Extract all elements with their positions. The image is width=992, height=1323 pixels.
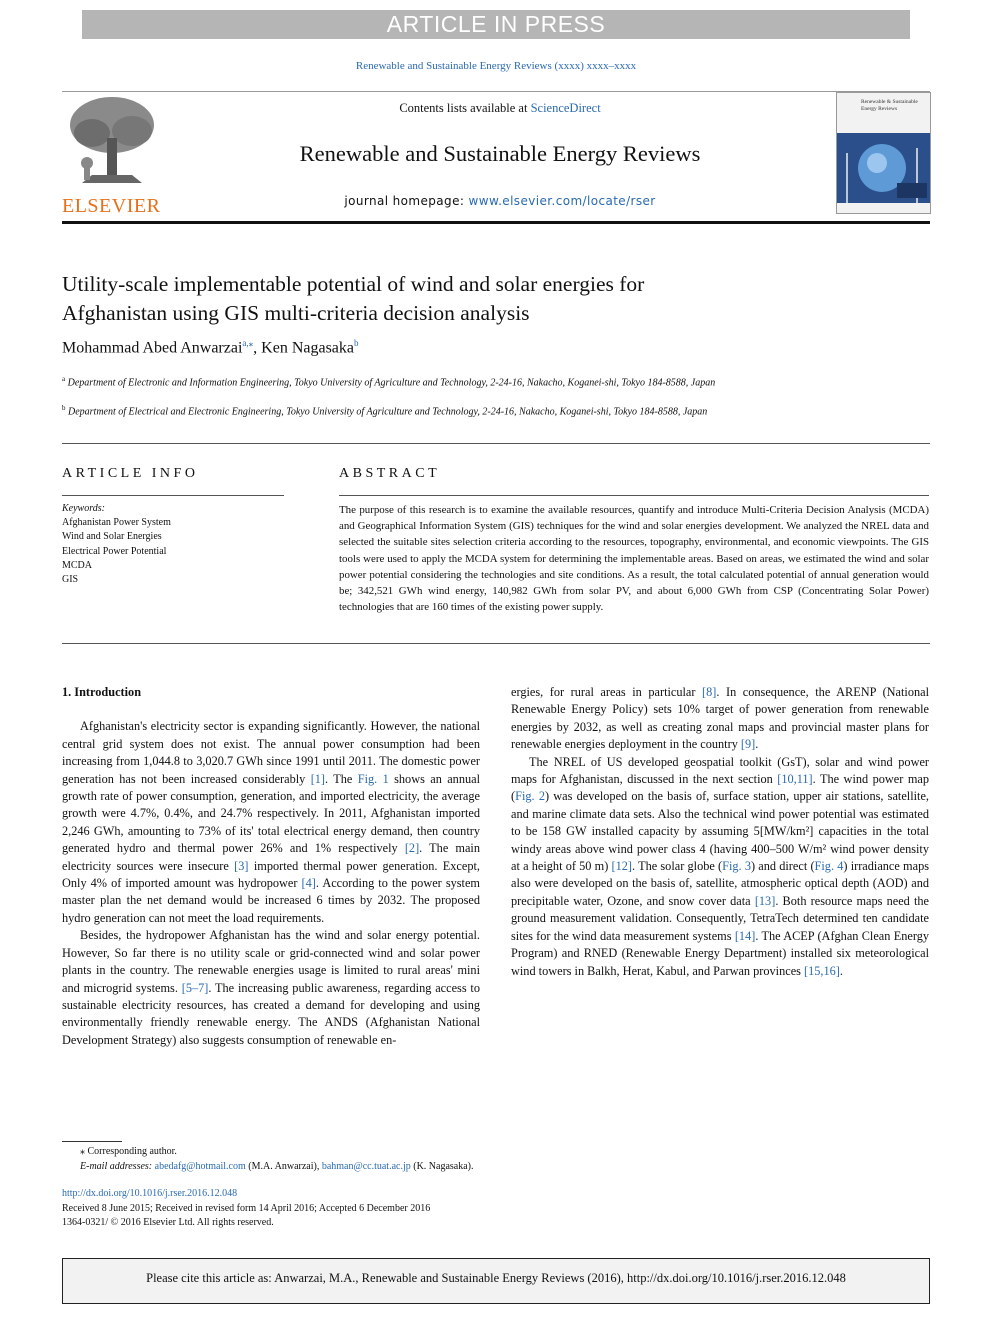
cover-image-icon xyxy=(837,133,930,214)
email-link[interactable]: abedafg@hotmail.com xyxy=(154,1161,246,1172)
email-link[interactable]: bahman@cc.tuat.ac.jp xyxy=(321,1161,411,1172)
tree-logo-icon xyxy=(62,93,162,188)
header-top-rule xyxy=(62,91,930,92)
copyright-line: 1364-0321/ © 2016 Elsevier Ltd. All rights reserved. xyxy=(62,1217,274,1228)
paragraph: Afghanistan's electricity sector is expanding significantly. However, the national central grid system does not exist. The annual power consumption had been increasing from 1,044.8 to 3,020.7 GWh since 1991 until 2011. The domestic power generation has not been increased considerably [1]. The Fig. 1 shows an annual growth rate of power consumption, generation, and imported electricity, the average growth were 4.7%, 0.4%, and 24.7% respectively. In 2011, Afghanistan imported 2,246 GWh, amounting to 73% of its' total electrical energy demand, then country generated hydro and thermal power 26% and 1% respectively [2]. The main electricity sources were insecure [3] imported thermal power generation. Except, Only 4% of imported amount was hydropower [4]. According to the power system master plan the net demand would be increased 6 times by 2032. The proposed hydro generation can not meet the load requirements. xyxy=(62,719,480,925)
abstract-rule xyxy=(339,495,929,496)
reference-link[interactable]: [4] xyxy=(301,876,316,891)
body-left-column xyxy=(62,684,480,1049)
paragraph: ergies, for rural areas in particular [8]. In consequence, the ARENP (National Renewable Energy Policy) sets 10% target of power generation from renewable energies by 2032, as well as creating zonal maps and provincial master plans for renewable energies deployment in the country [9]. xyxy=(511,685,930,752)
figure-link[interactable]: Fig. 2 xyxy=(515,789,545,804)
elsevier-logo xyxy=(62,93,162,217)
author-2[interactable]: Ken Nagasaka xyxy=(261,339,354,357)
keyword-item: Wind and Solar Energies xyxy=(62,531,162,543)
journal-homepage: journal homepage: www.elsevier.com/locate/rser xyxy=(344,194,656,208)
reference-link[interactable]: [5–7] xyxy=(181,980,209,995)
affiliation-a: $^a$ Department of Electronic and Information Engineering, Tokyo University of Agriculture and Technology, 2-24-16, Nakacho, Koganei-shi, Tokyo 184-8588, Japan xyxy=(62,375,716,389)
journal-homepage-link[interactable]: www.elsevier.com/locate/rser xyxy=(468,194,656,208)
reference-link[interactable]: [9] xyxy=(740,737,756,752)
affiliation-rule xyxy=(62,443,930,444)
keyword-item: GIS xyxy=(62,574,79,586)
keyword-item: MCDA xyxy=(62,559,93,571)
publisher-logo-text: ELSEVIER xyxy=(62,195,161,217)
email-addresses: E-mail addresses: abedafg@hotmail.com (M.A. Anwarzai), bahman@cc.tuat.ac.jp (K. Nagasaka). xyxy=(80,1161,474,1172)
footnote-rule xyxy=(62,1141,122,1142)
keyword-item: Afghanistan Power System xyxy=(62,517,171,529)
reference-link[interactable]: [8] xyxy=(702,685,717,699)
figure-link[interactable]: Fig. 1 xyxy=(357,771,389,786)
reference-link[interactable]: [13] xyxy=(754,893,776,908)
paragraph: The NREL of US developed geospatial toolkit (GsT), solar and wind power maps for Afghanistan, discussed in the next section [10,11]. The wind power map (Fig. 2) was developed on the basis of, surface station, upper air stations, satellite, and marine climate data sets. Also the technical wind power potential was estimated to be 158 GW installed capacity by assuming 5[MW/km²] capacities in the total windy areas above wind power class 4 (having 400–500 W/m² wind power density at a height of 50 m) [12]. The solar globe (Fig. 3) and direct (Fig. 4) irradiance maps also were developed on the basis of, satellite, atmospheric optical depth (AOD) and precipitable water, Ozone, and snow cover data [13]. Both resource maps need the ground measurement validation. Consequently, TetraTech determined ten candidate sites for the wind data measurement systems [14]. The ACEP (Afghan Clean Energy Program) and RNED (Renewable Energy Department) installed six meteorological wind towers in Balkh, Herat, Kabul, and Parwan provinces [15,16]. xyxy=(511,754,930,978)
article-info-rule xyxy=(62,495,284,496)
sciencedirect-link[interactable]: ScienceDirect xyxy=(530,101,601,115)
abstract-text: The purpose of this research is to examine the available resources, quantify and introduce Multi-Criteria Decision Analysis (MCDA) and Geographical Information System (GIS) techniques for the wind and solar energies development. We analyzed the NREL data and selected the suitable sites selection criteria according to the resources, topography, environmental, and economic viewpoints. The GIS tools were used to apply the MCDA system for determining the implementable areas. Based on areas, we estimated the wind and solar power potential considering the technologies and site conditions. As a result, the total calculated potential of annual generation would be; 342,521 GWh wind energy, 140,982 GWh from solar PV, and about 6,000 GWh from CSP (Concentrating Solar Power) technologies that are 160 times of the existing power supply. xyxy=(339,504,929,614)
section-heading-introduction: 1. Introduction xyxy=(62,685,142,699)
author-list: Mohammad Abed Anwarzai$^{a,⁎}$, Ken Nagasaka$^b$ xyxy=(62,338,359,357)
affiliation-b: $^b$ Department of Electrical and Electronic Engineering, Tokyo University of Agriculture and Technology, 2-24-16, Nakacho, Koganei-shi, Tokyo 184-8588, Japan xyxy=(62,404,708,418)
body-right-column xyxy=(511,684,929,980)
received-dates: Received 8 June 2015; Received in revised form 14 April 2016; Accepted 6 December 2016 xyxy=(62,1203,431,1214)
author-1[interactable]: Mohammad Abed Anwarzai xyxy=(62,339,243,357)
abstract-heading: ABSTRACT xyxy=(339,466,441,481)
keyword-item: Electrical Power Potential xyxy=(62,545,167,557)
paragraph: Besides, the hydropower Afghanistan has the wind and solar energy potential. However, So far there is no utility scale or grid-connected wind and solar power plants in the country. The renewable energies usage is limited to rural areas' mini and microgrid systems. [5–7]. The increasing public awareness, regarding access to sustainable electricity resources, has created a demand for developing and using environmentally friendly renewable energy. The ANDS (Afghanistan National Development Strategy) also suggests consumption of renewable en- xyxy=(62,928,480,1047)
cite-this-article-box: Please cite this article as: Anwarzai, M.A., Renewable and Sustainable Energy Reviews (2016), http://dx.doi.org/10.1016/j.rser.2016.12.048 xyxy=(62,1258,930,1304)
reference-link[interactable]: [1] xyxy=(310,771,326,786)
corresponding-author-note: ⁎ Corresponding author. xyxy=(80,1146,177,1157)
doi-link[interactable]: http://dx.doi.org/10.1016/j.rser.2016.12.048 xyxy=(62,1188,238,1199)
header-bottom-rule xyxy=(62,221,930,224)
article-info-heading: ARTICLE INFO xyxy=(62,466,199,481)
journal-cover-thumbnail xyxy=(836,92,931,214)
keywords-block: Keywords: Afghanistan Power System Wind and Solar Energies Electrical Power Potential MCDA GIS xyxy=(62,502,171,587)
reference-link[interactable]: [2] xyxy=(404,841,420,856)
cover-title: Renewable & Sustainable Energy Reviews xyxy=(861,99,918,112)
figure-link[interactable]: Fig. 3 xyxy=(722,859,751,874)
contents-availability: Contents lists available at ScienceDirect xyxy=(399,101,601,115)
article-title: Utility-scale implementable potential of wind and solar energies for Afghanistan using GIS multi-criteria decision analysis xyxy=(62,272,645,325)
reference-link[interactable]: [15,16] xyxy=(804,963,840,978)
journal-name: Renewable and Sustainable Energy Reviews xyxy=(299,141,701,166)
reference-link[interactable]: [3] xyxy=(234,858,249,873)
reference-link[interactable]: [14] xyxy=(734,928,756,943)
journal-citation-line[interactable]: Renewable and Sustainable Energy Reviews (xxxx) xxxx–xxxx xyxy=(355,60,637,72)
abstract-bottom-rule xyxy=(62,643,930,644)
reference-link[interactable]: [10,11] xyxy=(777,772,813,787)
figure-link[interactable]: Fig. 4 xyxy=(814,859,844,874)
reference-link[interactable]: [12] xyxy=(611,859,633,874)
article-in-press-banner: ARTICLE IN PRESS xyxy=(82,10,910,39)
